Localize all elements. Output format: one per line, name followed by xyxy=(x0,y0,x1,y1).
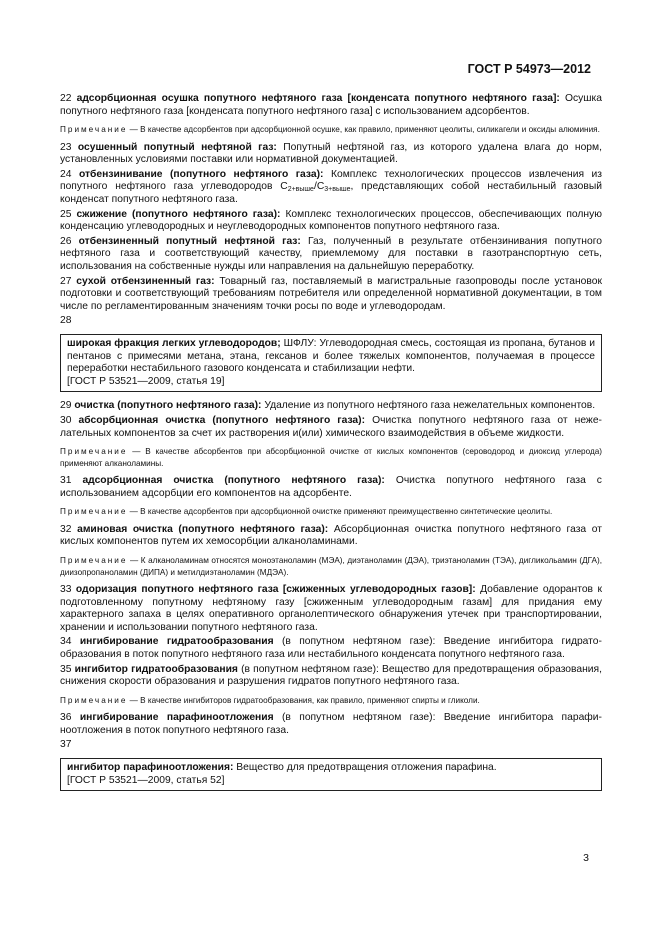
term-definition: Введение ингибитора парафиноотложения в поток попутного нефтяного газа. xyxy=(60,712,602,736)
note-text: — В качестве адсорбентов при адсорбционной очистке применяют преимущественно синтетические цеолиты. xyxy=(129,507,553,517)
term-qualifier: (в попутном нефтяном газе): xyxy=(241,663,379,675)
term-35 xyxy=(60,664,602,689)
term-28-box xyxy=(60,334,602,392)
note-text: — К алканоламинам относятся моноэтаноламин (МЭА), диэтаноламин (ДЭА), триэтаноламин (ТЭА), дигликольамин (ДГА), диизопропаноламин (ДИПА) и метилдиэтаноламин (МДЭА). xyxy=(60,556,602,577)
term-title: ингибирование гидратообразования xyxy=(79,636,274,648)
term-number: 36 xyxy=(60,712,72,724)
term-number: 25 xyxy=(60,208,72,220)
term-definition: Осушка попутного нефтяного газа [конденсата попутного нефтяного газа] с использованием адсорбентов. xyxy=(60,93,602,117)
term-33 xyxy=(60,584,602,634)
term-title: сухой отбензиненный газ: xyxy=(76,275,215,287)
note-lead: Примечание xyxy=(60,125,128,135)
term-definition: Вещество для предотвращения образования, снижения скорости образования и разрушения гидратов попутного нефтяного газа. xyxy=(60,663,602,688)
term-number: 32 xyxy=(60,523,72,535)
term-number: 27 xyxy=(60,275,72,287)
document-code: ГОСТ Р 54973—2012 xyxy=(467,62,591,76)
term-title: отбензинивание (попутного нефтяного газа): xyxy=(78,168,324,180)
term-definition: Введение ингибитора гидратообразования в поток попутного нефтяного газа или нестабильного конденсата попутного нефтяного газа. xyxy=(60,636,602,660)
term-title: ингибитор гидратообразования xyxy=(74,663,238,675)
term-definition: Удаление из попутного нефтяного газа нежелательных компонентов. xyxy=(264,400,596,412)
term-title: адсорбционная очистка (попутного нефтяного газа): xyxy=(82,475,385,487)
term-title: адсорбционная осушка попутного нефтяного газа [конденсата попутного нефтяного газа]: xyxy=(76,93,560,104)
term-definition-part: /С xyxy=(313,181,325,193)
term-37-number: 37 xyxy=(60,739,72,751)
term-reference: [ГОСТ Р 53521—2009, статья 52] xyxy=(67,774,225,786)
note-lead: Примечание xyxy=(60,507,128,517)
term-definition: Газ, полученный в результате отбензинивания попутного нефтяного газа и соответствующий качеству, приемлемому для поставки в газотранспортную сеть, использования на собственные нужды или направления на дальнейшую переработку. xyxy=(60,235,602,273)
term-definition: Добавление одорантов к подготовленному попутному нефтяному газу [сжиженным углеводородным газам] для придания ему характерного запаха в целях оперативного органолептического обнаружения утечек при транспортировании, хранении и использовании попутного нефтяного газа. xyxy=(60,584,602,633)
note-32 xyxy=(60,555,602,578)
term-30 xyxy=(60,415,602,440)
term-title: одоризация попутного нефтяного газа [сжиженных углеводородных газов]: xyxy=(75,584,476,596)
term-number: 29 xyxy=(60,400,72,412)
term-number: 24 xyxy=(60,168,72,180)
term-36 xyxy=(60,712,602,737)
term-definition: Вещество для предотвращения отложения парафина. xyxy=(236,762,497,774)
term-28-number: 28 xyxy=(60,315,72,327)
term-26 xyxy=(60,236,602,274)
terms-content xyxy=(60,93,602,799)
term-number: 30 xyxy=(60,414,72,426)
term-definition-part: , представляющих собой нестабильный газовый конденсат попутного нефтяного газа. xyxy=(60,181,602,206)
term-number: 33 xyxy=(60,584,72,596)
term-title: аминовая очистка (попутного нефтяного газа): xyxy=(77,523,329,535)
term-number: 22 xyxy=(60,93,72,104)
term-definition: Попутный нефтяной газ, из которого удалена влага до норм, установленных условиями поставки или нормативной документацией. xyxy=(60,141,602,166)
subscript: 3+выше xyxy=(324,186,351,194)
term-qualifier: (в попутном нефтяном газе): xyxy=(281,636,436,648)
note-text: — В качестве абсорбентов при абсорбционной очистке от кислых компонентов (сероводород и диоксид углерода) применяют алканоламины. xyxy=(60,447,603,468)
subscript: 2+выше xyxy=(287,186,314,194)
term-abbreviation: ШФЛУ: xyxy=(283,338,317,349)
term-title: сжижение (попутного нефтяного газа): xyxy=(76,208,281,220)
term-definition: Очистка попутного нефтяного газа от нежелательных компонентов за счет их растворения и(или) химического взаимодействия в объеме жидкости. xyxy=(60,414,602,439)
term-number: 34 xyxy=(60,636,72,648)
term-23 xyxy=(60,142,602,167)
term-24 xyxy=(60,169,602,207)
term-number: 26 xyxy=(60,235,72,247)
term-definition: Углеводородная смесь, состоящая из пропана, бутанов и пентанов с примесями метана, этана, гексанов и более тяжелых компонентов, получаемая в процессе переработки нестабильного газового конденсата и стабилизации нефти. xyxy=(67,338,595,375)
term-27 xyxy=(60,276,602,314)
note-lead: Примечание xyxy=(60,556,128,566)
term-qualifier: (в попутном нефтяном газе): xyxy=(281,712,436,724)
note-30 xyxy=(60,446,602,469)
page-number: 3 xyxy=(583,852,589,864)
note-22 xyxy=(60,124,602,136)
note-text: — В качестве адсорбентов при адсорбционной осушке, как правило, применяют цеолиты, силикагели и оксиды алюминия. xyxy=(129,125,600,135)
term-title: отбензиненный попутный нефтяной газ: xyxy=(78,235,301,247)
term-title: широкая фракция легких углеводородов; xyxy=(67,338,281,349)
term-title: ингибирование парафиноотложения xyxy=(79,712,274,724)
term-31 xyxy=(60,475,602,500)
note-text: — В качестве ингибиторов гидратообразования, как правило, применяют спирты и гликоли. xyxy=(129,695,480,705)
term-37-box xyxy=(60,758,602,791)
note-31 xyxy=(60,506,602,518)
term-34 xyxy=(60,636,602,661)
term-definition: Товарный газ, поставляемый в магистральные газопроводы после установок подготовки и соответствующий требованиям потребителя или определенной нормативной документации, в том числе по регламентированным значениям точки росы по воде и углеводородам. xyxy=(60,275,602,312)
term-title: очистка (попутного нефтяного газа): xyxy=(74,400,262,412)
term-title: ингибитор парафиноотложения: xyxy=(67,762,234,774)
term-22 xyxy=(60,93,602,118)
term-number: 35 xyxy=(60,663,72,675)
term-25 xyxy=(60,209,602,234)
term-definition: Очистка попутного нефтяного газа с использованием адсорбции его компонентов на адсорбенте. xyxy=(60,475,602,499)
note-lead: Примечание xyxy=(60,447,128,457)
term-reference: [ГОСТ Р 53521—2009, статья 19] xyxy=(67,375,225,387)
term-37 xyxy=(67,762,595,775)
term-number: 31 xyxy=(60,475,72,487)
term-definition: Абсорбционная очистка попутного нефтяного газа от кислых компонентов путем их хемосорбции алканоламинами. xyxy=(60,523,602,548)
term-29 xyxy=(60,400,602,413)
term-definition-part: Комплекс технологических процессов извлечения из попутного нефтяного газа углеводородов С xyxy=(60,168,602,193)
term-number: 23 xyxy=(60,141,72,153)
term-title: абсорбционная очистка (попутного нефтяного газа): xyxy=(78,414,366,426)
note-lead: Примечание xyxy=(60,695,128,705)
term-28 xyxy=(67,338,595,376)
term-32 xyxy=(60,524,602,549)
term-title: осушенный попутный нефтяной газ: xyxy=(77,141,277,153)
note-35 xyxy=(60,695,602,707)
term-definition: Комплекс технологических процессов, обеспечивающих полную конденсацию углеводородных и неуглеводородных компонентов попутного нефтяного газа. xyxy=(60,208,602,233)
